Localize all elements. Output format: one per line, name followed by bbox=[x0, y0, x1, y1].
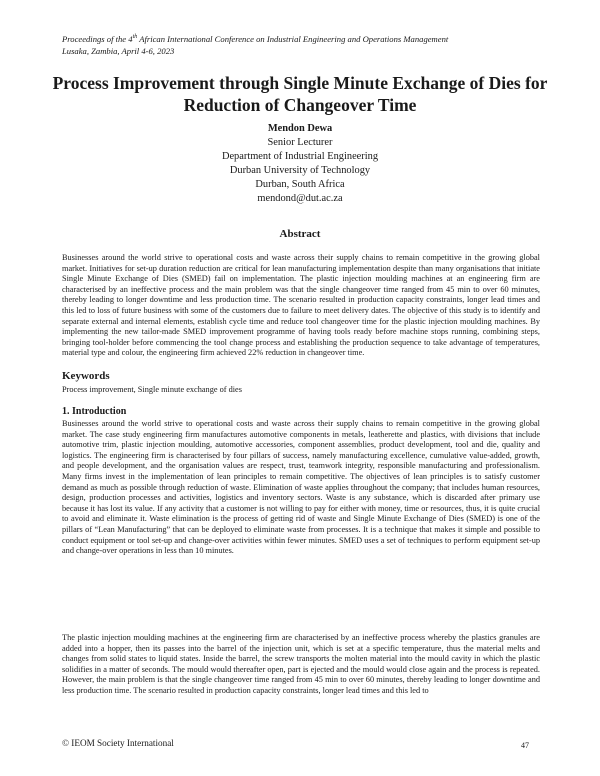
footer-copyright: © IEOM Society International bbox=[62, 738, 174, 748]
keywords-heading: Keywords bbox=[62, 370, 110, 382]
abstract-heading: Abstract bbox=[279, 228, 321, 240]
abstract-text: Businesses around the world strive to operational costs and waste across their supply chains to remain competitive in the growing global market. Initiatives for set-up duration reduction are critical for lean manufacturing implementation despite than many organisations that initiate Single Minute Exchange of Dies (SMED) fail on implementation. The plastic injection moulding machines at an engineering firm are characterised by an ineffective process and the main problem was that the single changeover time ranged from 45 min to over 60 minutes, thereby leading to longer downtime and less production time. The scenario resulted in production capacity constraints, longer lead times and this led to loss of future business with some of the customers due to failure to meet delivery dates. The objective of this study is to identify and separate external and internal elements, establish cycle time and reduce tool changeover time for the plastic injection moulding machines. By implementing the new tailor-made SMED improvement programme of having tools ready before machine stops running, combining steps, bringing tool-holder before commencing the tool change process and establishing the production sequence to take advantage of temperatures, material type and colour, the engineering firm achieved 22% reduction in changeover time. bbox=[62, 253, 540, 358]
author-block bbox=[100, 122, 500, 206]
author-location: Durban, South Africa bbox=[255, 179, 345, 190]
paper-title: Process Improvement through Single Minute Exchange of Dies for Reduction of Changeover Time bbox=[52, 73, 548, 115]
author-email: mendond@dut.ac.za bbox=[257, 193, 343, 204]
header-line-2: Lusaka, Zambia, April 4-6, 2023 bbox=[62, 46, 175, 56]
author-department: Department of Industrial Engineering bbox=[221, 151, 379, 162]
author-university: Durban University of Technology bbox=[229, 165, 371, 176]
introduction-heading: 1. Introduction bbox=[62, 406, 127, 417]
header-line-1 bbox=[62, 33, 542, 45]
introduction-paragraph-2: The plastic injection moulding machines at the engineering firm are characterised by an ineffective process whereby the plastics granules are added into a hopper, then its passes into the barrel of the injection unit, which is set at a specific temperature, thus the material melts and changes from solid states to liquid states. Inside the barrel, the screw transports the molten material into the mould cavity in which the plastic solidifies in a matter of seconds. The mould would thereafter open, part is ejected and the mould would close again and the process is repeated. However, the main problem is that the single changeover time ranged from 45 min to over 60 minutes, thereby leading to longer downtime and less production time. The scenario resulted in production capacity constraints, longer lead times and this led to bbox=[62, 633, 540, 695]
page-number: 47 bbox=[521, 741, 529, 750]
author-name: Mendon Dewa bbox=[267, 123, 333, 134]
keywords-text: Process improvement, Single minute exchange of dies bbox=[62, 385, 242, 394]
introduction-paragraph-1: Businesses around the world strive to operational costs and waste across their supply chains to remain competitive in the growing global market. The case study engineering firm manufactures automotive components in metals, leatherette and plastics, with divisions that include automotive trim, plastic injection moulding, automotive accessories, component assemblies, product development, tool and die, quality and logistics. The engineering firm is characterised by four pillars of success, namely manufacturing excellence, cumulative value-added, growth, and people development, and the organisation values are respect, trust, teamwork integrity, responsible manufacturing and professionalism. Many firms invest in the implementation of lean principles to remain competitive. The objectives of lean principles is to satisfy customer demand as much as possible through reduction of waste. Elimination of waste applies throughout the company; that includes human resources, design, production processes and activities, logistics and inventory sectors. Waste is any substance, which is discarded after primary use because it has lost its value. If any activity that a customer is not willing to pay for either with money, time or resources, thus, it is quite crucial to avoid and eliminate it. Waste elimination is the process of getting rid of waste and Single Minute Exchange of Dies (SMED) is one of the pillars of “Lean Manufacturing” that can be deployed to eliminate waste from processes. It is a technique that makes it simple and possible to conduct equipment or tool set-up and change-over activities within fewer minutes. SMED uses a set of techniques to perform equipment set-up and change-over operations in less than 10 minutes. bbox=[62, 419, 540, 556]
header-superscript: th bbox=[132, 34, 138, 41]
author-role: Senior Lecturer bbox=[267, 137, 333, 148]
header-text-start: Proceedings of the 4 bbox=[62, 34, 133, 44]
header-text-end: African International Conference on Industrial Engineering and Operations Management bbox=[137, 34, 449, 44]
conference-header bbox=[62, 33, 542, 57]
